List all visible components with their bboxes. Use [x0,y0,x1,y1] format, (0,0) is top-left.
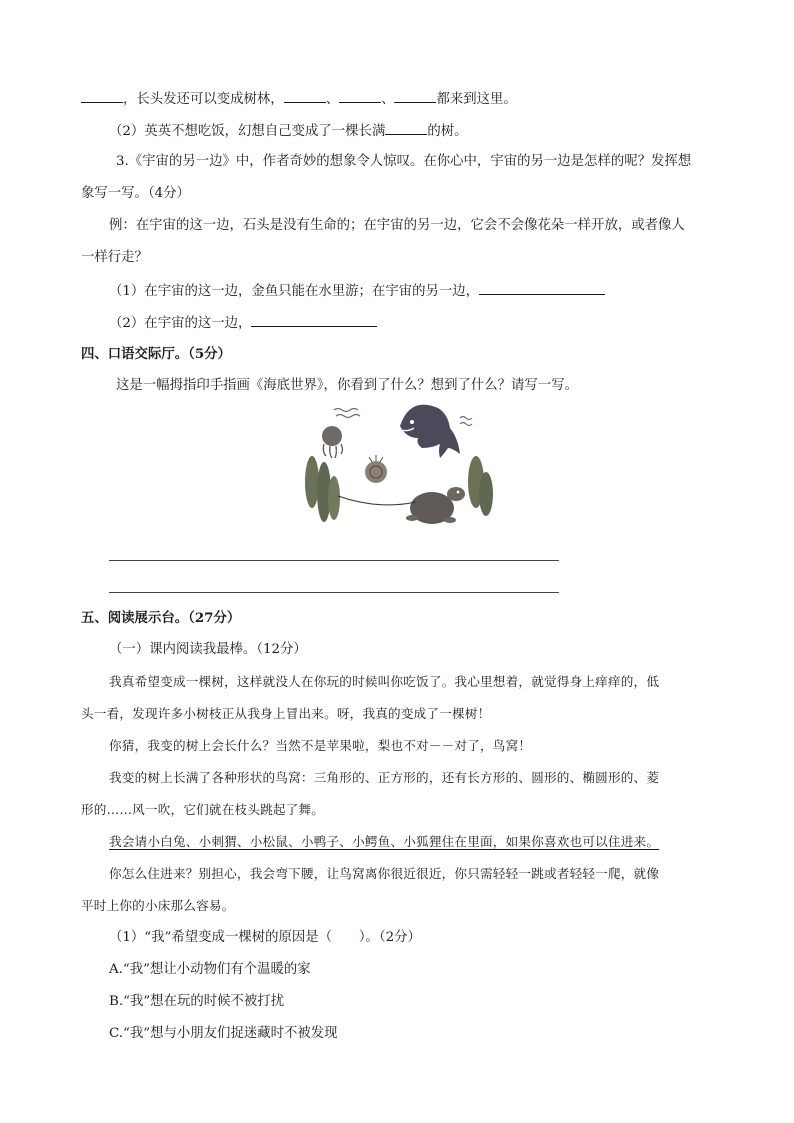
passage-para2: 你猜，我变的树上会长什么？当然不是苹果啦，梨也不对－－对了，鸟窝！ [109,738,532,753]
option-c[interactable]: C.“我”想与小朋友们捉迷藏时不被发现 [109,1026,338,1041]
underwater-thumbprint-illustration [300,392,500,532]
answer-blank[interactable] [81,89,123,103]
option-b[interactable]: B.“我”想在玩的时候不被打扰 [109,994,285,1009]
turtle-figure [406,487,465,524]
passage-para5-line1: 你怎么住进来？别担心，我会弯下腰，让鸟窝离你很近很近，你只需轻轻一跳或者轻轻一爬，就像 [109,866,660,881]
q3-example-line2: 一样行走？ [81,250,148,265]
shell-figure [365,455,387,483]
passage-para1-line1: 我真希望变成一棵树，这样就没人在你玩的时候叫你吃饭了。我心里想着，就觉得身上痒痒的，低 [109,674,660,689]
q3-item-1: （1）在宇宙的这一边，金鱼只能在水里游；在宇宙的另一边， [109,281,605,301]
line-string [338,496,416,505]
answer-line[interactable] [479,281,605,295]
q3-prompt-line2: 象写一写。（4分） [81,186,190,201]
section4-heading: 四、口语交际厅。（5分） [81,346,231,362]
section4-prompt: 这是一幅拇指印手指画《海底世界》，你看到了什么？想到了什么？请写一写。 [116,378,578,393]
passage-para1-line2: 头一看，发现许多小树枝正从我身上冒出来。呀，我真的变成了一棵树！ [81,706,491,721]
passage-para5-line2: 平时上你的小床那么容易。 [81,898,235,913]
dolphin-figure [400,405,460,458]
answer-line[interactable] [251,313,377,327]
writing-line[interactable] [109,560,559,561]
q2-continuation-line: ，长头发还可以变成树林， 、 、 都来到这里。 [81,89,517,109]
passage-para3-line1: 我变的树上长满了各种形状的鸟窝：三角形的、正方形的，还有长方形的、圆形的、椭圆形的、菱 [109,770,660,785]
answer-blank[interactable] [284,89,326,103]
passage-para3-line2: 形的……风一吹，它们就在枝头跳起了舞。 [81,802,325,817]
seaweed-right-figure [468,456,493,516]
question-1: （1）“我”希望变成一棵树的原因是（ ）。（2分） [109,930,421,945]
section5-heading: 五、阅读展示台。（27分） [81,610,241,626]
option-a[interactable]: A.“我”想让小动物们有个温暖的家 [109,962,311,977]
jellyfish-figure [322,426,343,458]
q3-prompt-line1: 3.《宇宙的另一边》中，作者奇妙的想象令人惊叹。在你心中，宇宙的另一边是怎样的呢？发挥想 [116,154,692,169]
q3-item-2: （2）在宇宙的这一边， [109,313,377,333]
answer-blank[interactable] [394,89,436,103]
answer-blank[interactable] [385,121,427,135]
q2-item-2: （2）英英不想吃饭，幻想自己变成了一棵长满 的树。 [109,121,468,141]
answer-blank[interactable] [339,89,381,103]
writing-line[interactable] [109,592,559,593]
q3-example-line1: 例：在宇宙的这一边，石头是没有生命的；在宇宙的另一边，它会不会像花朵一样开放，或者像人 [109,218,685,233]
seaweed-left-figure [305,456,340,522]
passage-para4-underlined: 我会请小白兔、小刺猬、小松鼠、小鸭子、小鳄鱼、小狐狸住在里面，如果你喜欢也可以住进来。 [109,834,660,849]
section5-subheading: （一）课内阅读我最棒。（12分） [109,642,307,657]
